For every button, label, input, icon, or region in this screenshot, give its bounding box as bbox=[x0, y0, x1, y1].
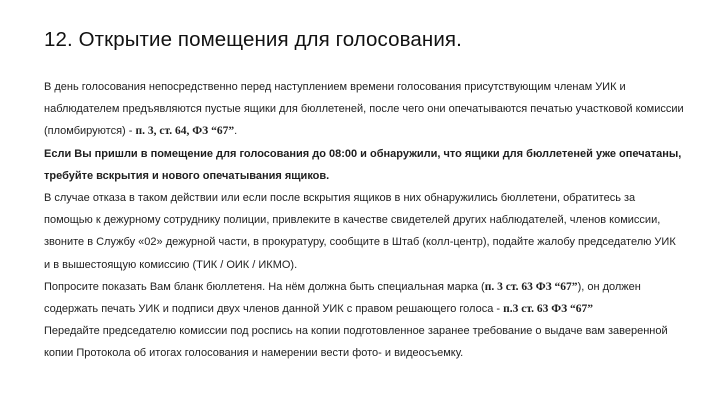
paragraph-refusal-actions: В случае отказа в таком действии или если после вскрытия ящиков в них обнаружились бюллетени, обратитесь за помощью к дежурному сотруднику полиции, привлеките в качестве свидетелей других наблюдателей, членов комиссии, звоните в Службу «02» дежурной части, в прокуратуру, сообщите в Штаб (колл-центр), подайте жалобу председателю УИК и в вышестоящую комиссию (ТИК / ОИК / ИКМО). bbox=[44, 192, 676, 271]
paragraph-ballot-check bbox=[44, 276, 684, 320]
paragraph-protocol-request: Передайте председателю комиссии под роспись на копии подготовленное заранее требование о выдаче вам заверенной копии Протокола об итогах голосования и намерении вести фото- и видеосъемку. bbox=[44, 325, 668, 360]
paragraph-end: . bbox=[234, 125, 238, 138]
paragraph-box-sealing bbox=[44, 76, 684, 143]
paragraph-warning: Если Вы пришли в помещение для голосования до 08:00 и обнаружили, что ящики для бюллетеней уже опечатаны, требуйте вскрытия и нового опечатывания ящиков. bbox=[44, 147, 682, 182]
paragraph-text: Попросите показать Вам бланк бюллетеня. На нём должна быть специальная марка ( bbox=[44, 280, 485, 293]
paragraph-text: В день голосования непосредственно перед наступлением времени голосования присутствующим членам УИК и наблюдателем предъявляются пустые ящики для бюллетеней, после чего они опечатываются печатью участковой комиссии (пломбируются) - bbox=[44, 81, 684, 138]
slide-body bbox=[44, 76, 684, 365]
law-reference: п. 3, ст. 64, ФЗ “67” bbox=[135, 125, 235, 138]
slide-title: 12. Открытие помещения для голосования. bbox=[44, 28, 462, 51]
law-reference: п. 3 ст. 63 ФЗ “67” bbox=[484, 280, 578, 293]
law-reference: п.3 ст. 63 ФЗ “67” bbox=[503, 303, 594, 316]
paragraph-text: ), он должен содержать печать УИК и подписи двух членов данной УИК с правом решающего голоса - bbox=[44, 280, 641, 316]
